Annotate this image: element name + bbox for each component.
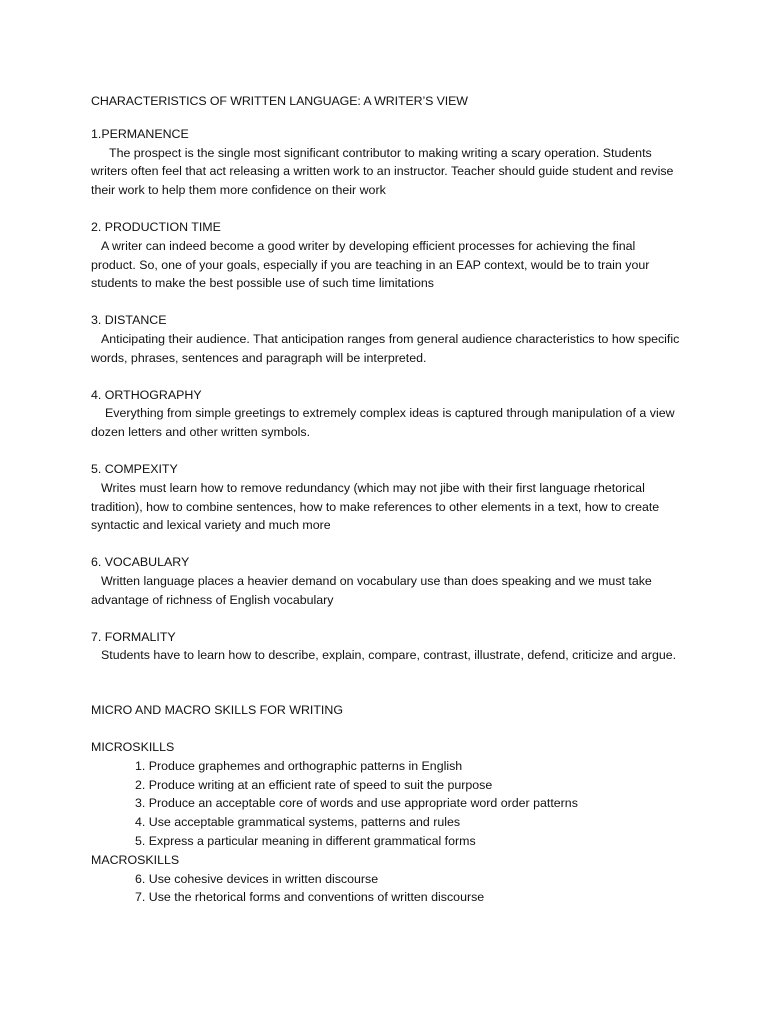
section-heading: 3. DISTANCE <box>91 313 167 328</box>
section-body: A writer can indeed become a good writer by developing efficient processes for achieving the final product. So, one of your goals, especially if you are teaching in an EAP context, would be to train your students to make the best possible use of such time limitations <box>91 238 650 291</box>
section-heading: 6. VOCABULARY <box>91 555 190 570</box>
list-item: 5. Express a particular meaning in different grammatical forms <box>135 833 476 848</box>
section-heading: 2. PRODUCTION TIME <box>91 219 221 234</box>
section-complexity <box>91 460 681 535</box>
section-body: Written language places a heavier demand on vocabulary use than does speaking and we must take advantage of richness of English vocabulary <box>91 573 652 607</box>
section-formality <box>91 628 681 666</box>
section-production-time <box>91 218 681 293</box>
list-item: 2. Produce writing at an efficient rate of speed to suit the purpose <box>135 777 493 792</box>
section-distance <box>91 311 681 367</box>
macroskills-list <box>91 870 681 908</box>
section-heading: 1.PERMANENCE <box>91 126 189 141</box>
document-content <box>91 92 681 907</box>
section-body: Writes must learn how to remove redundancy (which may not jibe with their first language rhetorical tradition), how to combine sentences, how to make references to other elements in a text, how to create syntactic and lexical variety and much more <box>91 480 660 533</box>
list-item: 6. Use cohesive devices in written discourse <box>135 871 379 886</box>
list-item: 3. Produce an acceptable core of words and use appropriate word order patterns <box>135 796 578 811</box>
section-heading: 5. COMPEXITY <box>91 461 178 476</box>
list-item: 4. Use acceptable grammatical systems, patterns and rules <box>135 815 461 830</box>
section-body: Everything from simple greetings to extremely complex ideas is captured through manipulation of a view dozen letters and other written symbols. <box>91 406 675 440</box>
section-body: Students have to learn how to describe, explain, compare, contrast, illustrate, defend, criticize and argue. <box>101 648 677 663</box>
list-item: 7. Use the rhetorical forms and conventions of written discourse <box>135 890 485 905</box>
macroskills-title: MACROSKILLS <box>91 852 180 867</box>
section-orthography <box>91 386 681 442</box>
microskills-list <box>91 757 681 851</box>
section-heading: 4. ORTHOGRAPHY <box>91 387 202 402</box>
skills-title: MICRO AND MACRO SKILLS FOR WRITING <box>91 703 343 718</box>
section-body: Anticipating their audience. That anticipation ranges from general audience characteristics to how specific words, phrases, sentences and paragraph will be interpreted. <box>91 331 680 365</box>
section-vocabulary <box>91 553 681 609</box>
list-item: 1. Produce graphemes and orthographic patterns in English <box>135 758 463 773</box>
section-body: The prospect is the single most significant contributor to making writing a scary operation. Students writers often feel that act releasing a written work to an instructor. Teacher should guide student and revise their work to help them more confidence on their work <box>91 145 674 198</box>
section-permanence <box>91 125 681 200</box>
section-heading: 7. FORMALITY <box>91 629 176 644</box>
document-title: CHARACTERISTICS OF WRITTEN LANGUAGE: A WRITER’S VIEW <box>91 94 468 108</box>
microskills-title: MICROSKILLS <box>91 739 175 754</box>
